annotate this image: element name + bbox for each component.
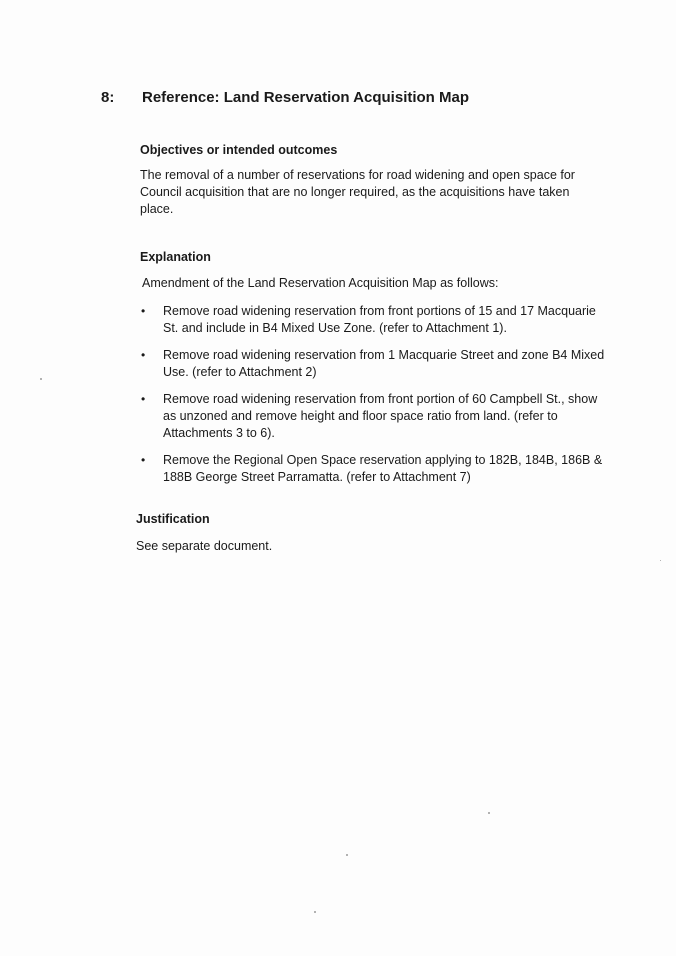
list-item-text: Remove the Regional Open Space reservation applying to 182B, 184B, 186B & 188B George Street Parramatta. (refer to Attachment 7): [163, 453, 603, 484]
scan-speck: [660, 560, 661, 561]
bullet-icon: •: [141, 453, 146, 467]
list-item-text: Remove road widening reservation from 1 Macquarie Street and zone B4 Mixed Use. (refer to Attachment 2): [163, 348, 605, 379]
bullet-icon: •: [141, 304, 146, 318]
section-title: Reference: Land Reservation Acquisition Map: [142, 89, 470, 106]
list-item: [138, 391, 608, 442]
scan-speck: [314, 911, 316, 913]
section-number: 8:: [101, 89, 115, 106]
explanation-bullet-list: [138, 303, 608, 496]
justification-heading: Justification: [136, 512, 210, 526]
objectives-text: The removal of a number of reservations for road widening and open space for Council acquisition that are no longer required, as the acquisitions have taken place.: [140, 168, 575, 216]
list-item: [138, 347, 608, 381]
bullet-icon: •: [141, 392, 146, 406]
justification-text: See separate document.: [136, 539, 273, 553]
scan-speck: [346, 854, 348, 856]
scan-speck: [488, 812, 490, 814]
list-item-text: Remove road widening reservation from front portion of 60 Campbell St., show as unzoned and remove height and floor space ratio from land. (refer to Attachments 3 to 6).: [163, 392, 598, 440]
explanation-heading: Explanation: [140, 250, 211, 264]
explanation-intro: Amendment of the Land Reservation Acquisition Map as follows:: [142, 276, 499, 290]
objectives-heading: Objectives or intended outcomes: [140, 143, 338, 157]
list-item: [138, 303, 608, 337]
scan-speck: [40, 378, 42, 380]
list-item-text: Remove road widening reservation from front portions of 15 and 17 Macquarie St. and include in B4 Mixed Use Zone. (refer to Attachment 1).: [163, 304, 596, 335]
bullet-icon: •: [141, 348, 146, 362]
list-item: [138, 452, 608, 486]
